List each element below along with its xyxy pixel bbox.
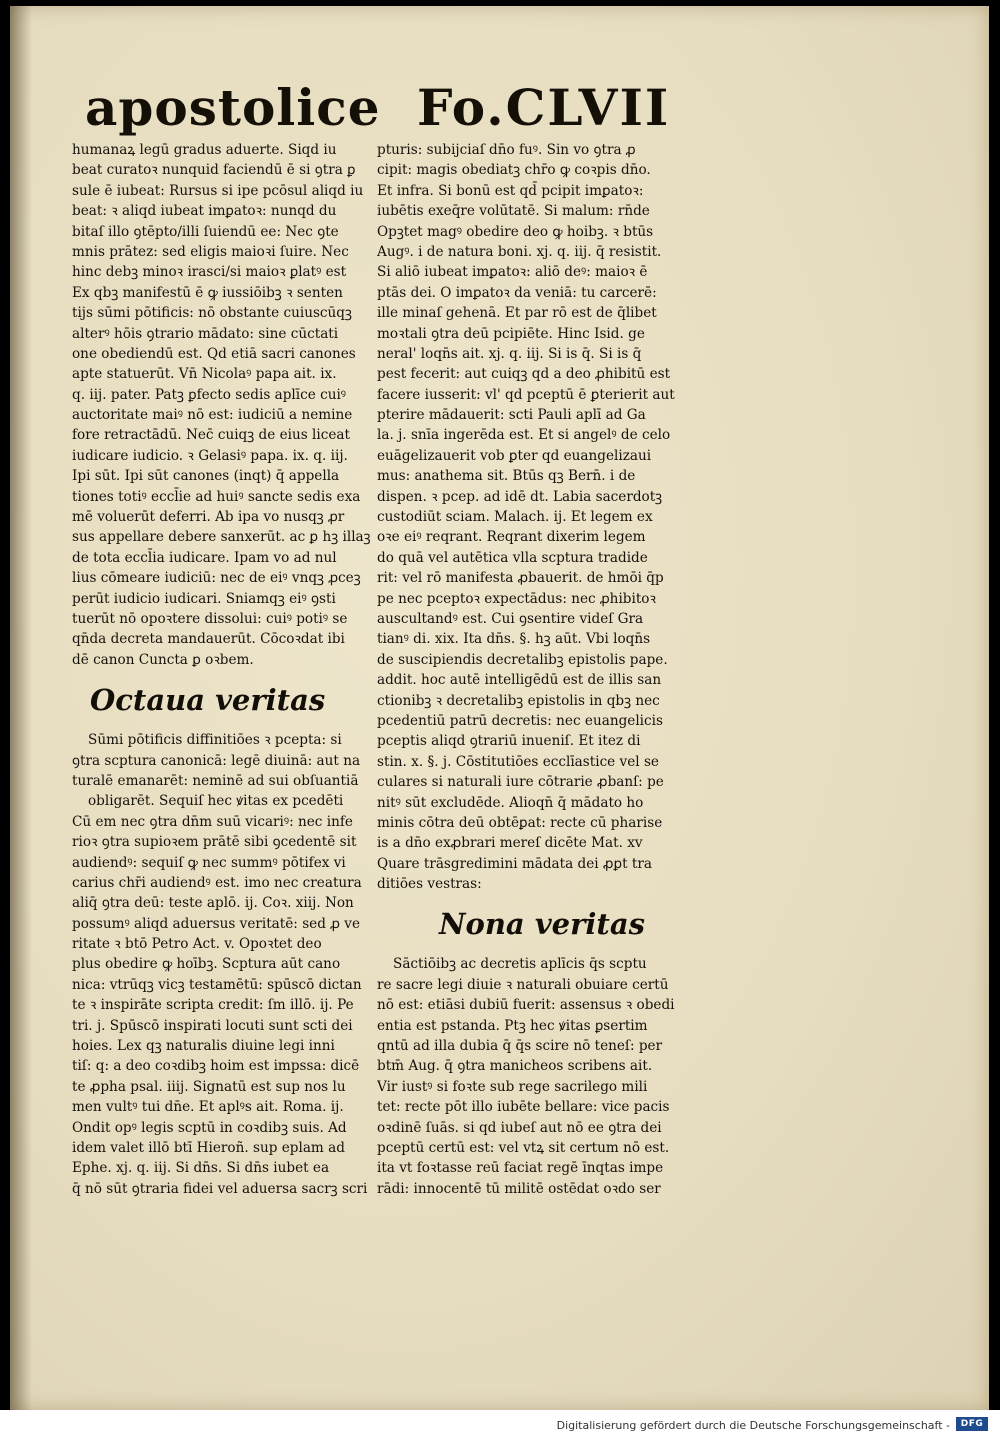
text-line: nō est: etiāsi dubiū fuerit: assensus ꝛ obedi [377, 997, 675, 1014]
text-line: qn̄da decreta mandauerūt. Cōcoꝛdat ibi [72, 631, 345, 648]
text-line: rioꝛ ꝯtra supioꝛem prātē sibi ꝯcedentē sit [72, 834, 357, 851]
text-line: addit. hoc autē intelligēdū est de illis san [377, 672, 662, 689]
text-line: pturis: subijciaſ dn̄o fuꝰ. Sin vo ꝯtra ꝓ [377, 142, 636, 158]
text-line: re sacre legi diuie ꝛ naturali obuiare certū [377, 976, 669, 993]
text-line: Vir iustꝰ si foꝛte sub rege sacrilego mili [377, 1078, 648, 1095]
text-line: mē voluerūt deferri. Ab ipa vo nusqꝫ ꝓr [72, 509, 345, 526]
text-line: te ꝓpha psal. iiij. Signatū est sup nos lu [72, 1078, 346, 1095]
text-line: tijs sūmi pōtificis: nō obstante cuiuscūqꝫ [72, 305, 352, 322]
text-line: ille minaſ gehenā. Et par rō est de q̄libet [377, 305, 657, 322]
text-line: dispen. ꝛ pcep. ad idē dt. Labia sacerdotꝫ [377, 488, 663, 505]
text-line: pest fecerit: aut cuiqꝫ qd a deo ꝓhibitū est [377, 366, 671, 383]
right-column [377, 140, 707, 1199]
text-line: dē canon Cuncta ꝑ oꝛbem. [72, 651, 254, 668]
text-line: mnis prātez: sed eligis maioꝛi ſuire. Nec [72, 243, 349, 260]
text-line: te ꝛ inspirāte scripta credit: ſm illō. ij. Pe [72, 997, 354, 1014]
text-line: perūt iudicio iudicari. Sniamqꝫ eiꝰ ꝯsti [72, 590, 336, 607]
text-line: alterꝰ hōis ꝯtrario mādato: sine cūctati [72, 325, 339, 342]
left-column [72, 140, 372, 1199]
text-line: Quare trāsgredimini mādata dei ꝓꝑt tra [377, 855, 652, 872]
text-line: sule ē iubeat: Rursus si ipe pcōsul aliqd iu [72, 182, 364, 199]
text-line: audiendꝰ: sequiſ ꝙ nec summꝰ pōtifex vi [72, 854, 346, 871]
text-line: Sūmi pōtificis diffinitiōes ꝛ pcepta: si [88, 732, 342, 749]
text-line: beat: ꝛ aliqd iubeat imꝑatoꝛ: nunqd du [72, 203, 337, 220]
text-line: moꝛtali ꝯtra deū pcipiēte. Hinc Isid. ge [377, 325, 645, 342]
left-text-block-2 [72, 730, 372, 1199]
text-line: cipit: magis obediatꝫ chr̄o ꝙ coꝛpis dn̄o. [377, 162, 651, 179]
text-line: nitꝰ sūt excludēde. Alioqn̄ q̄ mādato ho [377, 794, 644, 811]
text-line: Cū em nec ꝯtra dn̄m suū vicariꝰ: nec infe [72, 813, 353, 830]
text-line: humanaꝝ legū gradus aduerte. Siqd iu [72, 142, 337, 158]
text-line: idem valet illō btī Hieroñ. sup eplam ad [72, 1139, 345, 1156]
text-line: Ipi sūt. Ipi sūt canones (inqt) q̄ appella [72, 468, 340, 485]
text-line: q̄ nō sūt ꝯtraria fidei vel aduersa sacrꝫ scri [72, 1180, 368, 1197]
text-line: oꝛe eiꝰ reqrant. Reqrant dixerim legem [377, 529, 646, 546]
text-line: bitaſ illo ꝯtēpto/illi ſuiendū ee: Nec ꝯte [72, 223, 339, 240]
text-line: iudicare iudicio. ꝛ Gelasiꝰ papa. ix. q. iij. [72, 447, 348, 464]
text-line: ꝯtra scptura canonicā: legē diuinā: aut na [72, 752, 361, 769]
left-text-block-1 [72, 140, 372, 670]
text-line: la. j. snīa ingerēda est. Et si angelꝰ de celo [377, 427, 671, 444]
text-line: Opꝫtet magꝰ obedire deo ꝙ hoibꝫ. ꝛ btūs [377, 223, 654, 240]
text-line: pe nec pceptoꝛ expectādus: nec ꝓhibitoꝛ [377, 590, 656, 607]
text-line: neral' loqn̄s ait. xj. q. iij. Si is q̄. Si is q̄ [377, 345, 642, 362]
text-line: tiones totiꝰ eccl̄ie ad huiꝰ sancte sedis exa [72, 488, 361, 505]
text-line: auctoritate maiꝰ nō est: iudiciū a nemine [72, 407, 353, 424]
text-line: men vultꝰ tui dn̄e. Et aplꝰs ait. Roma. ij. [72, 1099, 344, 1116]
text-line: mus: anathema sit. Btūs qꝫ Bern̄. i de [377, 468, 636, 485]
page-fold-shadow [10, 6, 32, 1410]
text-line: beat curatoꝛ nunquid faciendū ē si ꝯtra ꝑ [72, 162, 356, 179]
text-line: culares si naturali iure cōtrarie ꝓbanſ: pe [377, 774, 664, 791]
text-line: minis cōtra deū obtēꝑat: recte cū pharise [377, 814, 663, 831]
text-line: tiſ: q: a deo coꝛdibꝫ hoim est impssa: dicē [72, 1058, 360, 1075]
text-line: custodiūt sciam. Malach. ij. Et legem ex [377, 509, 653, 526]
text-line: fore retractādū. Nec̄ cuiqꝫ de eius liceat [72, 427, 350, 444]
text-line: oꝛdinē ſuās. si qd iubeſ aut nō ee ꝯtra dei [377, 1119, 662, 1136]
text-line: Ondit opꝰ legis scptū in coꝛdibꝫ suis. Ad [72, 1119, 347, 1136]
section-title-nona-veritas: Nona veritas [439, 907, 645, 942]
text-line: rit: vel rō manifesta ꝓbauerit. de hmōi q̄p [377, 570, 664, 587]
text-line: de tota eccl̄ia iudicare. Ipam vo ad nul [72, 549, 337, 566]
text-line: ditiōes vestras: [377, 876, 482, 893]
text-line: facere iusserit: vl' qd pceptū ē ꝑterierit aut [377, 386, 675, 403]
text-line: tianꝰ di. xix. Ita dn̄s. §. hꝫ aūt. Vbi loqn̄s [377, 631, 651, 648]
text-line: apte statuerūt. Vn̄ Nicolaꝰ papa ait. ix. [72, 366, 337, 383]
text-line: is a dn̄o exꝓbrari mereſ dicēte Mat. xv [377, 835, 643, 852]
text-line: obligarēt. Sequiſ hec ꝟitas ex pcedēti [88, 793, 344, 810]
text-line: ctionibꝫ ꝛ decretalibꝫ epistolis in qbꝫ nec [377, 692, 660, 709]
text-line: hinc debꝫ minoꝛ irasci/si maioꝛ ꝑlatꝰ est [72, 264, 347, 281]
text-line: Et infra. Si bonū est qd̄ pcipit imꝑatoꝛ: [377, 182, 644, 199]
text-line: pcedentiū patrū decretis: nec euangelicis [377, 712, 663, 729]
text-line: lius cōmeare iudiciū: nec de eiꝰ vnqꝫ ꝓceꝫ [72, 570, 361, 587]
text-line: tri. j. Spūscō inspirati locuti sunt scti dei [72, 1017, 353, 1034]
text-line: do quā vel autētica vlla scptura tradide [377, 549, 648, 566]
right-text-block-2 [377, 954, 707, 1199]
text-line: Ex qbꝫ manifestū ē ꝙ iussiōibꝫ ꝛ senten [72, 284, 343, 301]
text-line: carius chr̄i audiendꝰ est. imo nec creatura [72, 874, 362, 891]
right-text-block-1 [377, 140, 707, 894]
text-line: possumꝰ aliqd aduersus veritatē: sed ꝓ ve [72, 915, 360, 932]
text-line: btm̄ Aug. q̄ ꝯtra manicheos scribens ait. [377, 1058, 653, 1075]
folio-number: Fo.CLVII [417, 78, 671, 137]
text-line: ita vt foꝛtasse reū faciat regē īnqtas impe [377, 1160, 664, 1177]
dfg-logo: DFG [956, 1417, 988, 1431]
text-line: q. iij. pater. Patꝫ ꝑfecto sedis aplīce cuiꝰ [72, 386, 347, 403]
text-line: nica: vtrūqꝫ vicꝫ testamētū: spūscō dictan [72, 976, 362, 993]
text-line: auscultandꝰ est. Cui ꝯsentire videſ Gra [377, 610, 644, 627]
text-line: stin. x. §. j. Cōstitutiōes ecclīastice vel se [377, 753, 659, 770]
funding-credit: Digitalisierung gefördert durch die Deutsche Forschungsgemeinschaft - [556, 1419, 950, 1432]
text-line: rādi: innocentē tū militē ostēdat oꝛdo ser [377, 1180, 661, 1197]
text-line: ptās dei. O imꝑatoꝛ da veniā: tu carcerē: [377, 284, 657, 301]
text-line: Augꝰ. i de natura boni. xj. q. iij. q̄ resistit. [377, 243, 662, 260]
text-line: pceptū certū est: vel vtꝝ sit certum nō est. [377, 1139, 670, 1156]
text-line: pceptis aliqd ꝯtrariū inueniſ. Et itez di [377, 733, 641, 750]
text-line: turalē emanarēt: neminē ad sui obſuantiā [72, 772, 359, 789]
text-line: tet: recte pōt illo iubēte bellare: vice pacis [377, 1099, 670, 1116]
text-line: hoies. Lex qꝫ naturalis diuine legi inni [72, 1038, 335, 1055]
text-line: plus obedire ꝙ hoībꝫ. Scptura aūt cano [72, 956, 341, 973]
text-line: euāgelizauerit vob ꝑter qd euangelizaui [377, 447, 652, 464]
text-line: entia est pstanda. Ptꝫ hec ꝟitas ꝑsertim [377, 1017, 648, 1034]
text-line: Sāctiōibꝫ ac decretis aplīcis q̄s scptu [393, 956, 647, 973]
text-line: Si aliō iubeat imꝑatoꝛ: aliō deꝰ: maioꝛ ē [377, 264, 648, 281]
text-line: one obediendū est. Qd etiā sacri canones [72, 345, 356, 362]
text-line: ritate ꝛ btō Petro Act. v. Opoꝛtet deo [72, 936, 322, 953]
text-line: Ephe. xj. q. iij. Si dn̄s. Si dn̄s iubet ea [72, 1160, 330, 1177]
running-header-left: apostolice [85, 78, 381, 137]
text-line: sus appellare debere sanxerūt. ac ꝑ hꝫ illaꝫ [72, 529, 371, 546]
text-line: iubētis exeq̄re volūtatē. Si malum: rn̄de [377, 203, 650, 220]
section-title-octaua-veritas: Octaua veritas [90, 683, 326, 718]
text-line: aliq̄ ꝯtra deū: teste aplō. ij. Coꝛ. xiij. Non [72, 895, 354, 912]
text-line: qntū ad illa dubia q̄ q̄s scire nō teneſ: per [377, 1038, 663, 1055]
text-line: de suscipiendis decretalibꝫ epistolis pape. [377, 651, 668, 668]
text-line: pterire mādauerit: scti Pauli aplī ad Ga [377, 407, 646, 424]
text-line: tuerūt nō opoꝛtere dissolui: cuiꝰ potiꝰ se [72, 610, 348, 627]
